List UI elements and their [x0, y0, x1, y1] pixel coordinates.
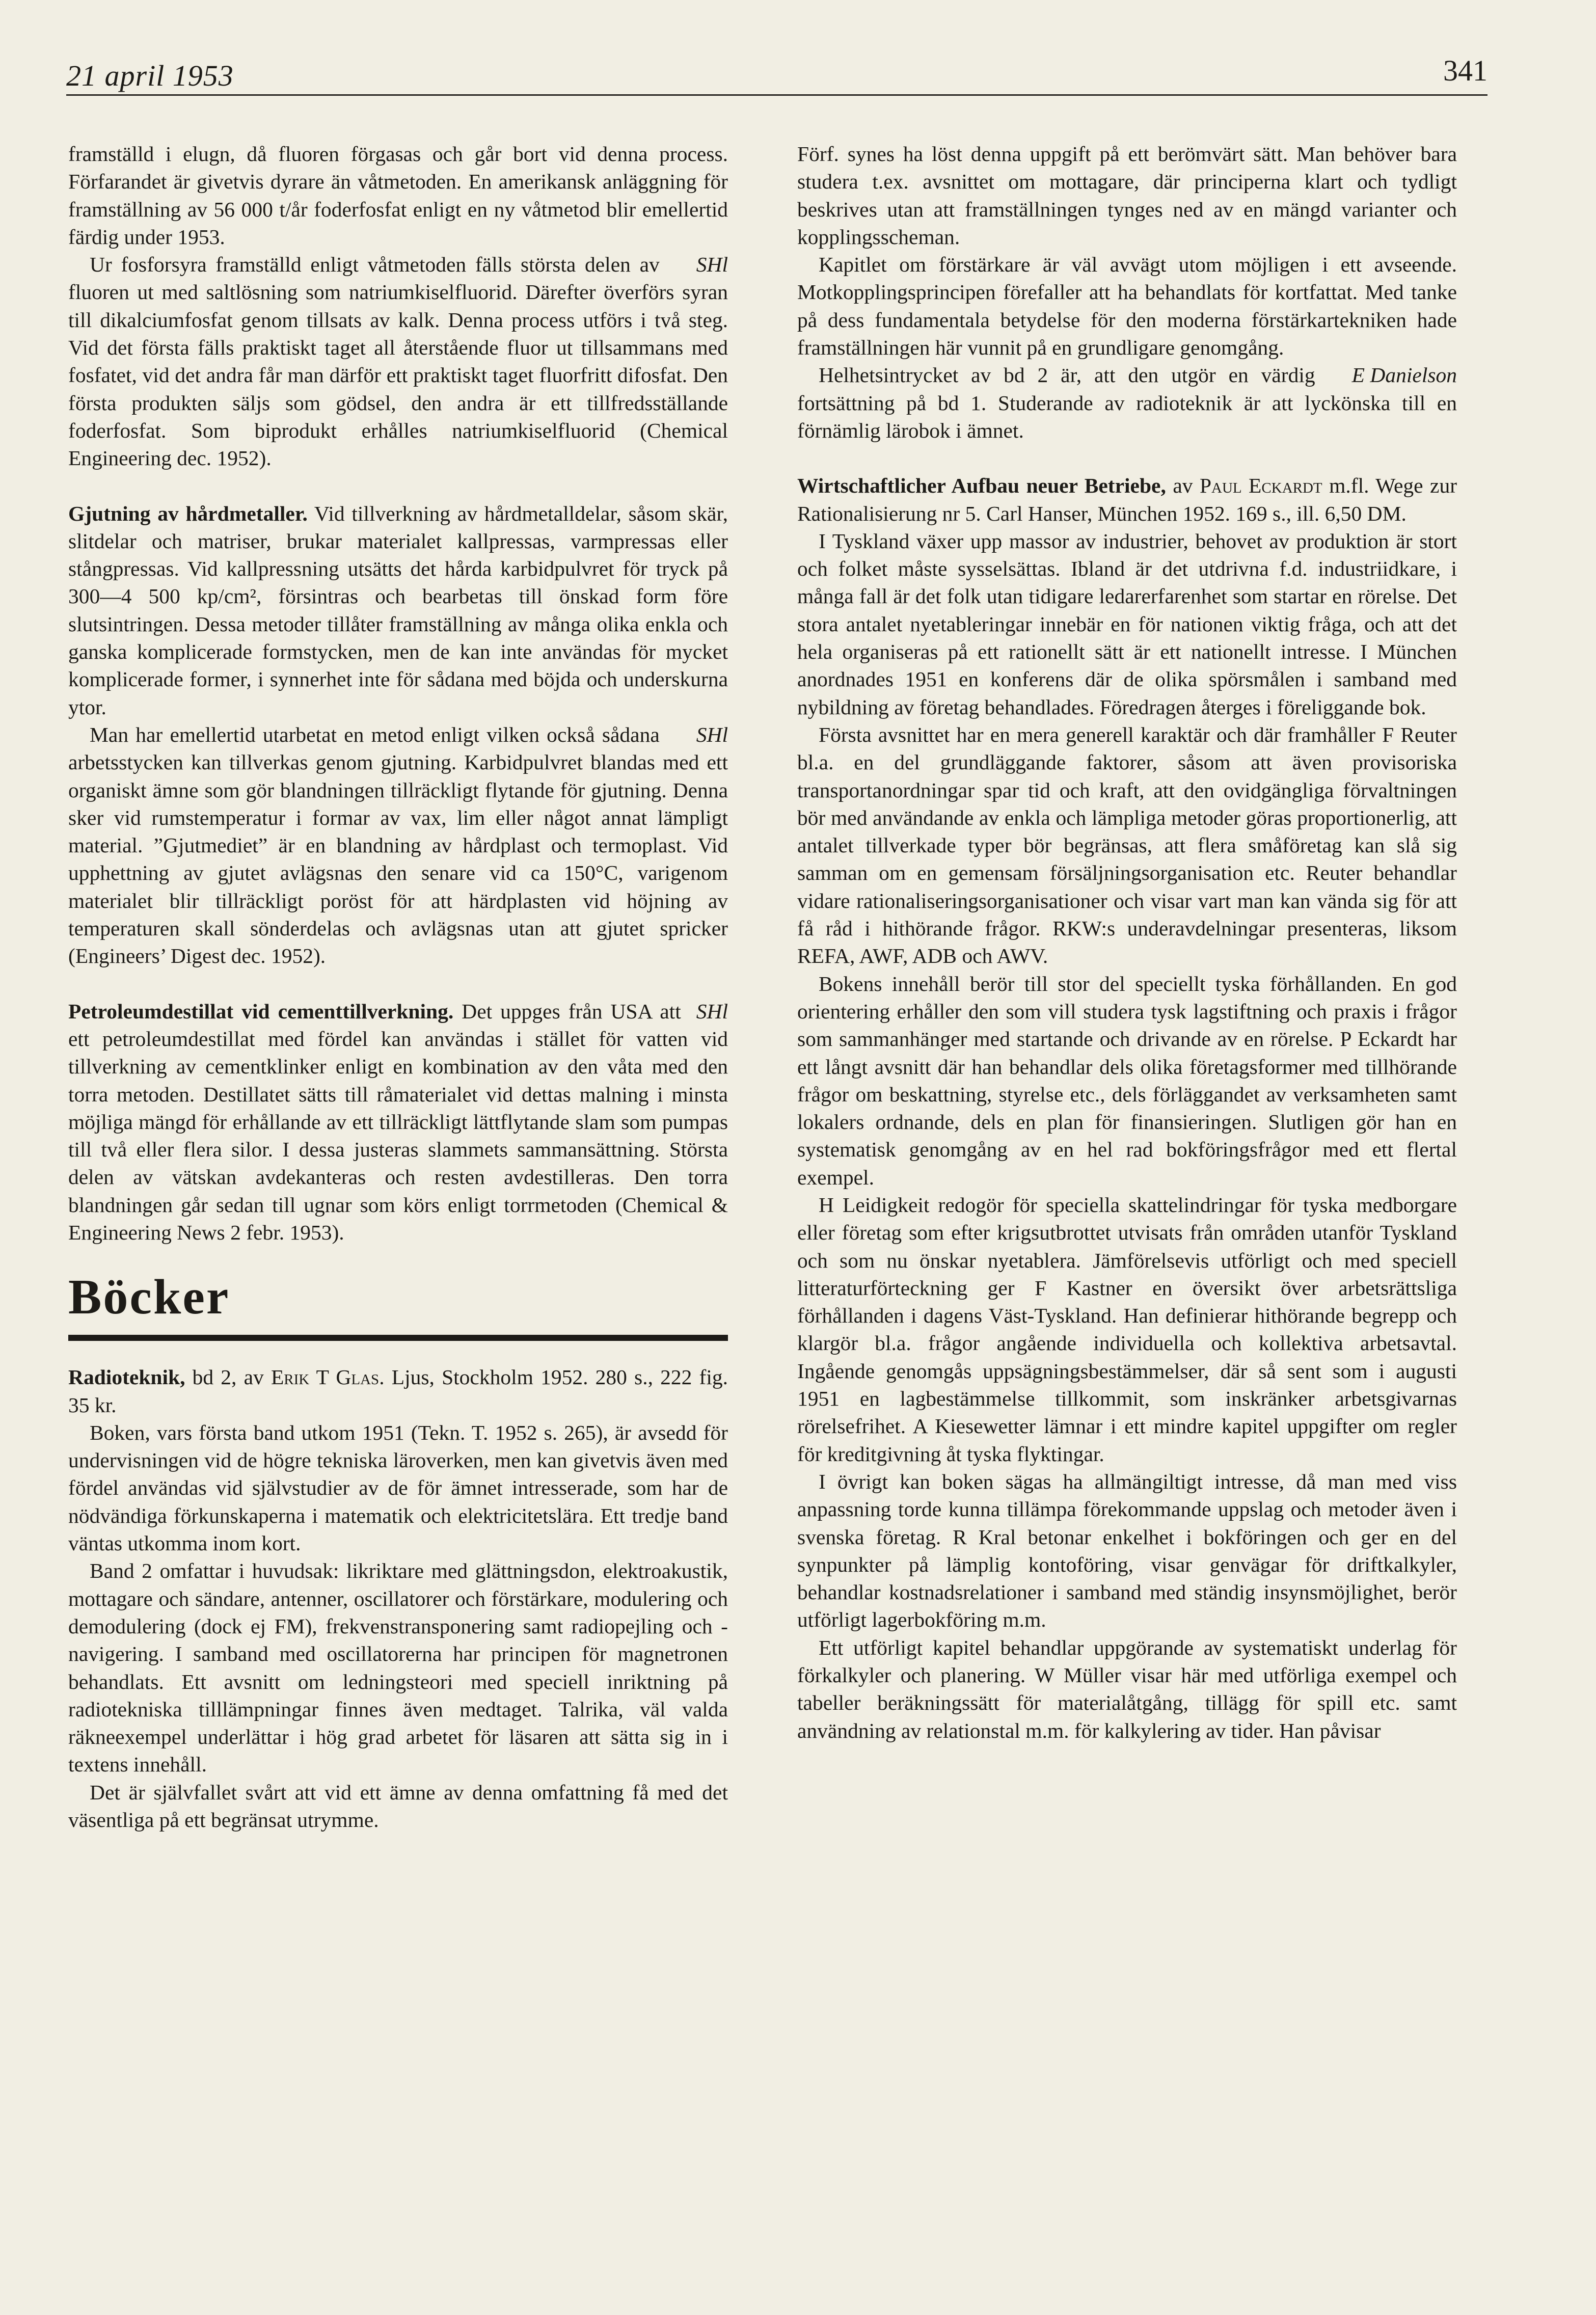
review-paragraph: Ett utförligt kapitel behandlar uppgörande av systematiskt underlag för förkalkyler och planering. W Müller visar här med utförliga exempel och tabeller beräkningssätt för materialåtgång, tillägg för spill etc. samt användning av relationstal m.m. för kalkylering av tider. Han påvisar — [797, 1635, 1457, 1742]
page-number: 341 — [1443, 54, 1487, 87]
article-petroleum — [68, 998, 728, 1247]
book-author: Erik T Glas. — [270, 1365, 385, 1389]
review-paragraph: I Tyskland växer upp massor av industrier, behovet av produktion är stort och folket måste sysselsättas. Ibland är det utdrivna f.d. industriidkare, i många fall är det folk utan tidigare ledarerfarenhet som startar en rörelse. Det stora antalet nyetableringar innebär en för nationen viktig fråga, och att det hela organiseras på ett rationellt sätt är ett nationellt intresse. I München anordnades 1951 en konferens där de olika spörsmålen i samband med nybildning av företag behandlades. Föredragen återges i föreliggande bok. — [797, 529, 1457, 719]
review-paragraph: Förf. synes ha löst denna uppgift på ett berömvärt sätt. Man behöver bara studera t.ex. avsnittet om mottagare, där principerna klart och tydligt beskrives utan att framställningen tynges ned av en mängd varianter och kopplingsscheman. — [797, 142, 1457, 249]
article-title: Petroleumdestillat vid cementtillverkning. — [68, 999, 454, 1023]
review-paragraph: Första avsnittet har en mera generell karaktär och där framhåller F Reuter bl.a. en del grundläggande faktorer, såsom att även provisoriska transportanordningar spar tid och kraft, att den ovidgängliga förvaltningen bör med användande av enkla och lämpliga metoder göras proportionerlig, att antalet tillverkade typer bör begränsas, att flera småföretag kan slå sig samman om en gemensam försäljningsorganisation etc. Reuter behandlar vidare rationaliseringsorganisationer och visar vart man kan vända sig för att få råd i hithörande frågor. RKW:s underavdelningar presenteras, liksom REFA, AWF, ADB och AWV. — [797, 722, 1457, 968]
review-paragraph: Det är självfallet svårt att vid ett ämne av denna omfattning få med det väsentliga på ett begränsat utrymme. — [68, 1780, 728, 1832]
article-title: Gjutning av hårdmetaller. — [68, 501, 308, 525]
signature: SHl — [696, 722, 728, 746]
article-paragraph: SHl Man har emellertid utarbetat en metod enligt vilken också sådana arbetsstycken kan tillverkas genom gjutning. Karbidpulvret blandas med ett organiskt ämne som gör blandningen tillräckligt flytande för gjutning. Denna sker vid rumstemperatur i formar av vax, lim eller något annat lämpligt material. ”Gjutmediet” är en blandning av hårdplast och termoplast. Vid upphettning av gjutet avlägsnas den senare vid ca 150°C, varigenom materialet blir tillräckligt poröst för att härdplasten vid höjning av temperaturen skall sönderdelas och avlägsnas utan att gjutet spricker (Engineers’ Digest dec. 1952). — [68, 721, 728, 970]
section-title: Böcker — [68, 1270, 230, 1325]
article-paragraph: SHl Ur fosforsyra framställd enligt våtmetoden fälls största delen av fluoren ut med saltlösning som natriumkiselfluorid. Därefter överförs syran till dikalciumfosfat genom tillsats av kalk. Denna process utförs i två steg. Vid det första fälls praktiskt taget all återstående fluor ut tillsammans med fosfatet, vid det andra får man därför ett praktiskt taget fluorfritt difosfat. Den första produkten säljs som gödsel, den andra är ett tillfredsställande foderfosfat. Som biprodukt erhålles natriumkiselfluorid (Chemical Engineering dec. 1952). — [68, 251, 728, 472]
review-paragraph: H Leidigkeit redogör för speciella skattelindringar för tyska medborgare eller företag som efter krigsutbrottet utvisats från områden utanför Tyskland och som nu önskar nyetablera. Jämförelsevis utförligt och med speciell litteraturförteckning ger F Kastner en översikt över arbetsrättsliga förhållanden i dagens Väst-Tyskland. Han definierar hithörande begrepp och klargör bl.a. frågor angående individuella och kollektiva arbetsavtal. Ingående genomgås uppsägningsbestämmelser, där så sent som i augusti 1951 en lagbestämmelse tillkommit, som inskränker arbetsgivarnas rörelsefrihet. A Kiesewetter lämnar i ett mindre kapitel uppgifter om regler för kreditgivning åt tyska flyktingar. — [797, 1193, 1457, 1466]
review-paragraph: E Danielson Helhetsintrycket av bd 2 är, att den utgör en värdig fortsättning på bd 1. Studerande av radioteknik är att lyckönska till en förnämlig lärobok i ämnet. — [797, 361, 1457, 444]
signature: SHl — [696, 253, 728, 277]
left-column — [68, 140, 728, 1834]
section-rule — [68, 1335, 728, 1341]
review-paragraph: Bokens innehåll berör till stor del speciellt tyska förhållanden. En god orientering erhåller den som vill studera tysk lagstiftning och praxis i frågor som sammanhänger med startande och drivande av en rörelse. P Eckardt har ett långt avsnitt där han behandlar dels olika företagsformer med tillhörande frågor om beskattning, styrelse etc., dels förläggandet av verksamheten samt lokalers ordnande, dels en plan för finansieringen. Slutligen gör han en systematisk genomgång av en hel rad bokföringsfrågor med ett flertal exempel. — [797, 972, 1457, 1189]
signature: SHl — [696, 999, 728, 1023]
book-heading: Radioteknik, bd 2, av Erik T Glas. Ljus, Stockholm 1952. 280 s., 222 fig. 35 kr. — [68, 1365, 728, 1417]
signature: E Danielson — [1351, 363, 1457, 387]
review-paragraph: Band 2 omfattar i huvudsak: likriktare med glättningsdon, elektroakustik, mottagare och sändare, antenner, oscillatorer och förstärkare, modulering och demodulering (dock ej FM), frekvenstransponering samt radiopejling och -navigering. I samband med oscillatorerna har principen för magnetronen behandlats. Ett avsnitt om ledningsteori med speciell inriktning på radiotekniska tilllämpningar finnes även medtaget. Talrika, väl valda räkneexempel underlättar i hög grad arbetet för läsaren att sätta sig in i textens innehåll. — [68, 1559, 728, 1776]
review-paragraph: Kapitlet om förstärkare är väl avvägt utom möjligen i ett avseende. Motkopplingsprincipen förefaller att ha behandlats för kortfattat. Med tanke på dess fundamentala betydelse för den moderna förstärkartekniken hade framställningen här vunnit på en grundligare genomgång. — [797, 253, 1457, 360]
book-title: Radioteknik, — [68, 1365, 185, 1389]
page-header — [66, 53, 1487, 96]
book-heading: Wirtschaftlicher Aufbau neuer Betriebe, av Paul Eckardt m.fl. Wege zur Rationalisierung nr 5. Carl Hanser, München 1952. 169 s., ill. 6,50 DM. — [797, 474, 1457, 525]
book-title: Wirtschaftlicher Aufbau neuer Betriebe, — [797, 474, 1166, 498]
article-gjutning — [68, 500, 728, 721]
article-paragraph: Vid tillverkning av hårdmetalldelar, såsom skär, slitdelar och matriser, brukar materialet kallpressas, varmpressas eller stångpressas. Vid kallpressning utsätts det hårda karbidpulvret för tryck på 300—4 500 kp/cm², försintras och bearbetas till önskad form före slutsintringen. Dessa metoder tillåter framställning av många olika enkla och ganska komplicerade formstycken, men de kan inte användas för mycket komplicerade former, i synnerhet inte för sådana med böjda och underskurna ytor. — [68, 501, 728, 719]
article-paragraph: framställd i elugn, då fluoren förgasas och går bort vid denna process. Förfarandet är givetvis dyrare än våtmetoden. En amerikansk anläggning för framställning av 56 000 t/år foderfosfat enligt en ny våtmetod blir emellertid färdig under 1953. — [68, 142, 728, 249]
issue-date: 21 april 1953 — [66, 59, 234, 92]
book-author: Paul Eckardt — [1199, 474, 1322, 498]
right-column — [797, 140, 1457, 1744]
article-paragraph-with-signature — [68, 251, 728, 472]
review-paragraph: I övrigt kan boken sägas ha allmängiltigt intresse, då man med viss anpassning torde kunna tillämpa förekommande uppslag och metoder även i svenska företag. R Kral betonar enkelhet i bokföringen och ger en del synpunkter på lämplig kontoföring, visar genvägar för driftkalkyler, behandlar kostnadsrelationer i samband med ständig insynsmöjlighet, berör utförligt lagerbokföring m.m. — [797, 1469, 1457, 1632]
article-paragraph: Det uppges från USA att ett petroleumdestillat med fördel kan användas i stället för vatten vid tillverkning av cementklinker enligt en kombination av den våta med den torra metoden. Destillatet sätts till råmaterialet vid dettas malning i minsta möjliga mängd för erhållande av ett tillräckligt lättflytande slam som pumpas till två eller flera silor. I dessa justeras slammets sammansättning. Största delen av vätskan avdekanteras och resten avdestilleras. Den torra blandningen går sedan till ugnar som körs enligt torrmetoden (Chemical & Engineering News 2 febr. 1953). — [68, 999, 728, 1244]
review-paragraph: Boken, vars första band utkom 1951 (Tekn. T. 1952 s. 265), är avsedd för undervisningen vid de högre tekniska läroverken, men kan givetvis även med fördel användas vid självstudier av de för ämnet intresserade, som har de nödvändiga förkunskaperna i matematik och elektricitetslära. Ett tredje band väntas utkomma inom kort. — [68, 1420, 728, 1555]
